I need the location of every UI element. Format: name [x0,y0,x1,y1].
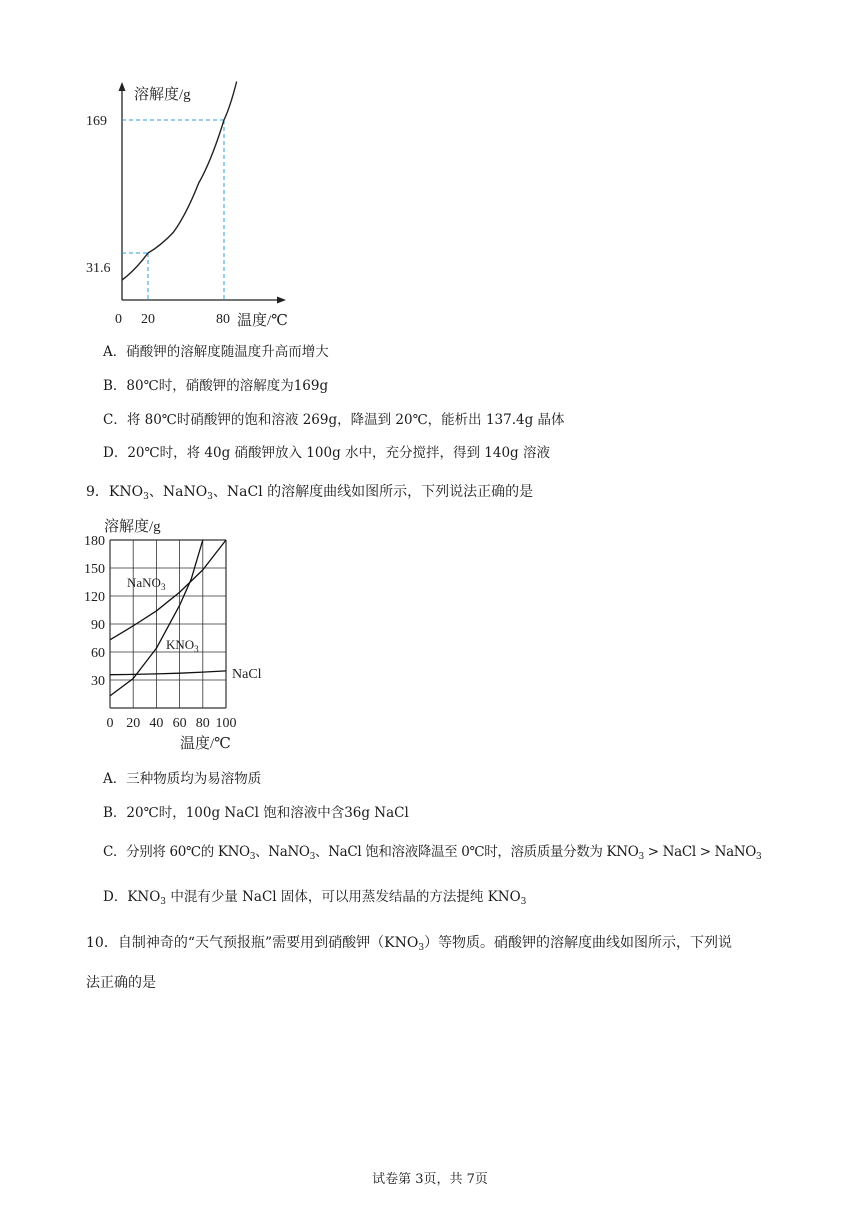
y-tick-150: 150 [84,562,105,577]
x-tick-0: 0 [106,716,114,731]
y-tick-169: 169 [86,114,107,129]
x-tick-80: 80 [216,312,230,327]
y-tick-90: 90 [91,618,105,633]
series-line-2 [110,671,226,675]
chart1-series [122,81,237,280]
chart1-labels [86,85,288,329]
q8-option-b: B．80℃时，硝酸钾的溶解度为169g [103,378,329,394]
q9-option-c: C．分别将 60℃的 $KNO_3$、NaNO$_3$、NaCl 饱和溶液降温至 0℃时，溶质质量分数为 $KNO_3$ > NaCl > NaNO$_3$ [103,844,762,862]
legend-nacl: NaCl [232,667,262,682]
y-axis-arrow [119,82,126,91]
chart1-axes [119,82,287,304]
x-tick-80: 80 [195,716,210,731]
y-tick-31-6: 31.6 [86,261,111,276]
y-tick-30: 30 [91,674,105,689]
y-axis-title: 溶解度/g [104,519,161,535]
page-footer: 试卷第 3页，共 7页 [372,1172,488,1187]
x-tick-100: 100 [215,716,237,731]
x-tick-0: 0 [115,312,122,327]
chart2-series [110,540,226,696]
y-tick-60: 60 [91,646,105,661]
legend-nano3: NaNO$_3$ [127,575,166,592]
x-axis-title: 温度/℃ [237,313,288,329]
q9-option-b: B．20℃时，100g NaCl 饱和溶液中含36g NaCl [103,805,409,821]
q9-stem: 9．$KNO_3$、NaNO$_3$、NaCl 的溶解度曲线如图所示，下列说法正确的是 [86,484,534,502]
legend-kno3: $KNO_3$ [166,637,199,654]
q8-option-d: D．20℃时，将 40g 硝酸钾放入 100g 水中，充分搅拌，得到 140g 溶液 [103,445,550,461]
q9-option-a: A．三种物质均为易溶物质 [103,771,262,787]
solubility-chart-three [80,515,280,755]
chart2-labels [84,517,262,752]
q8-option-a: A．硝酸钾的溶解度随温度升高而增大 [103,344,329,360]
x-tick-20: 20 [126,716,141,731]
y-tick-180: 180 [84,534,105,549]
chart1-guides [122,120,224,300]
q10-stem-line1: 10．自制神奇的“天气预报瓶”需要用到硝酸钾$(KNO_3)$等物质。硝酸钾的溶解度曲线如图所示，下列说 [86,935,733,953]
kno3-curve [122,81,237,280]
x-tick-40: 40 [149,716,164,731]
solubility-chart-kno3 [80,80,300,330]
x-axis-title: 温度/℃ [180,736,231,752]
x-axis-arrow [277,297,286,304]
q8-option-c: C．将 80℃时硝酸钾的饱和溶液 269g，降温到 20℃，能析出 137.4g 晶体 [103,412,565,428]
x-tick-20: 20 [141,312,155,327]
q10-stem-line2: 法正确的是 [86,975,156,991]
x-tick-60: 60 [172,716,187,731]
q9-option-d: D．$KNO_3$ 中混有少量 NaCl 固体，可以用蒸发结晶的方法提纯 $KNO_3$ [103,889,527,907]
y-axis-title: 溶解度/g [134,87,191,103]
y-tick-120: 120 [84,590,105,605]
